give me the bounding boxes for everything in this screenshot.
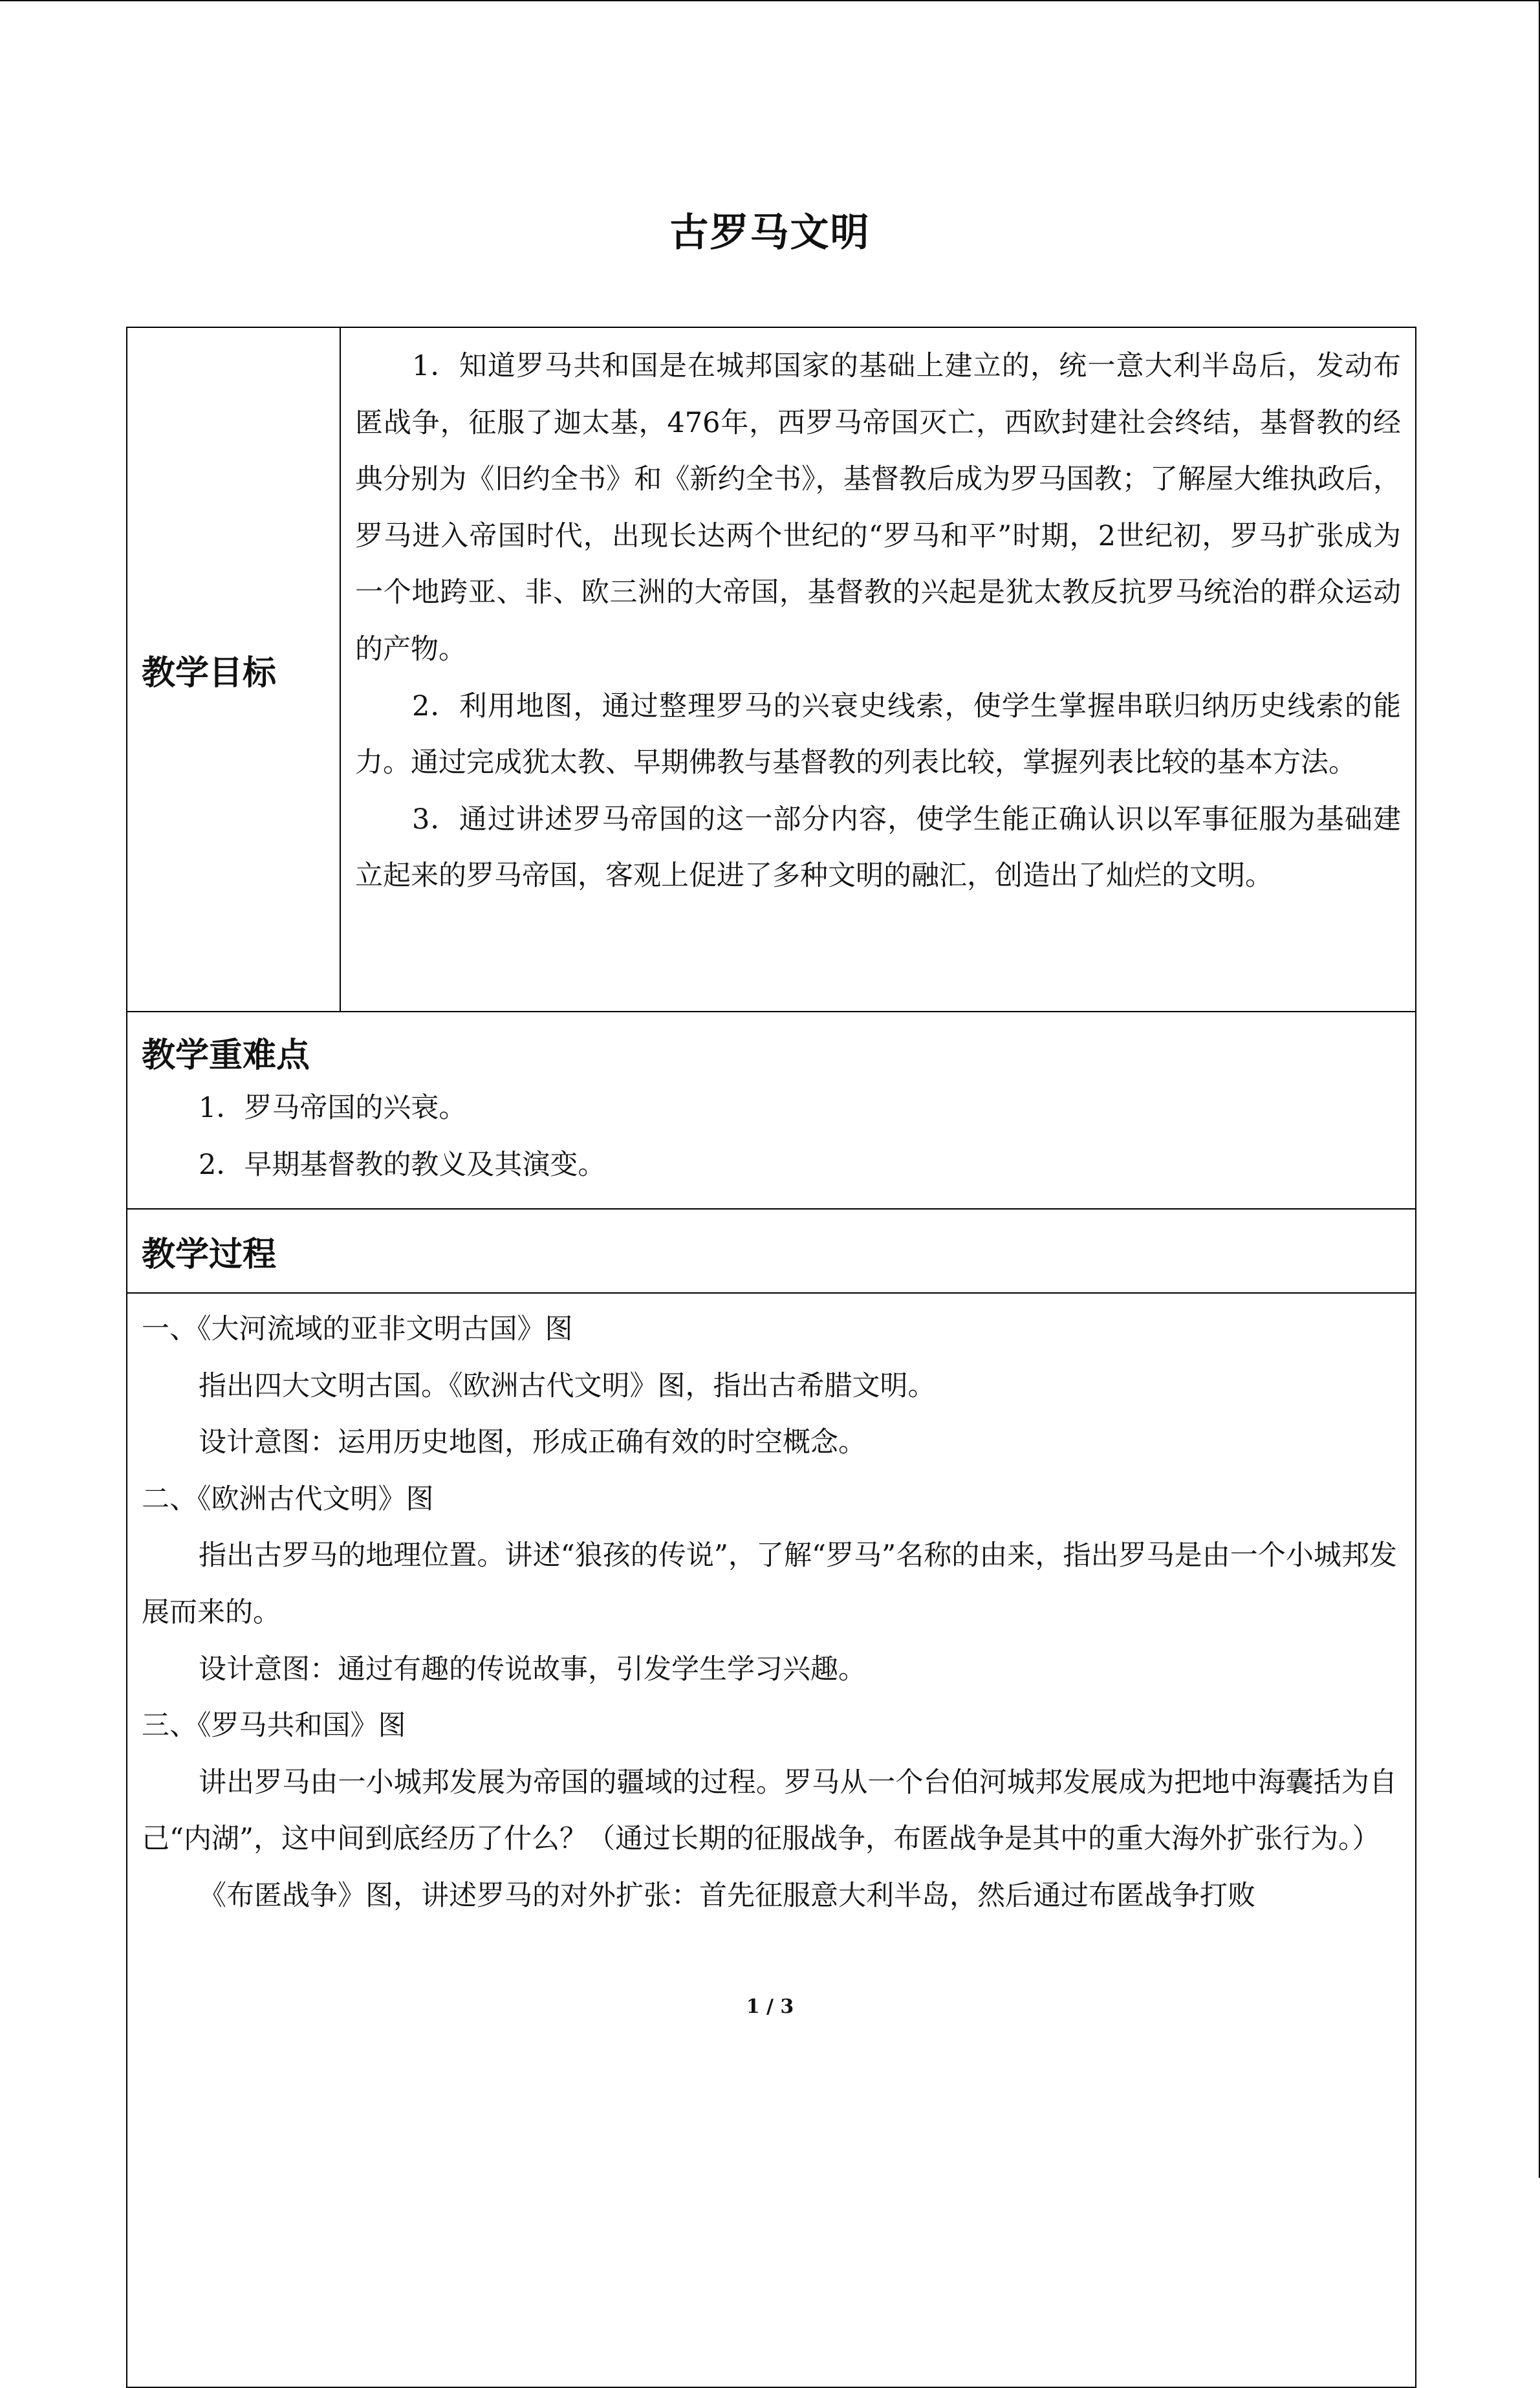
key-point-item: 1．罗马帝国的兴衰。: [199, 1092, 467, 1124]
objectives-label: 教学目标: [142, 653, 277, 693]
key-points-list: [142, 1080, 1415, 1193]
objective-paragraph: 3．通过讲述罗马帝国的这一部分内容，使学生能正确认识以军事征服为基础建立起来的罗马帝国，客观上促进了多种文明的融汇，创造出了灿烂的文明。: [355, 803, 1401, 893]
objective-paragraph: 2．利用地图，通过整理罗马的兴衰史线索，使学生掌握串联归纳历史线索的能力。通过完成犹太教、早期佛教与基督教的列表比较，掌握列表比较的基本方法。: [355, 689, 1401, 779]
process-header-row: [127, 1209, 1416, 1293]
document-title: 古罗马文明: [669, 210, 871, 255]
process-line: 讲出罗马由一小城邦发展为帝国的疆域的过程。罗马从一个台伯河城邦发展成为把地中海囊括为自己“内湖”，这中间到底经历了什么？（通过长期的征服战争，布匿战争是其中的重大海外扩张行为。）: [142, 1766, 1397, 1856]
process-line: 设计意图：通过有趣的传说故事，引发学生学习兴趣。: [199, 1653, 866, 1686]
process-label: 教学过程: [142, 1235, 277, 1274]
process-content-row: [127, 1293, 1416, 2387]
objectives-row: [127, 327, 1416, 1012]
lesson-plan-table: [126, 327, 1416, 2388]
process-line: 指出古罗马的地理位置。讲述“狼孩的传说”，了解“罗马”名称的由来，指出罗马是由一个小城邦发展而来的。: [142, 1539, 1397, 1629]
objectives-label-cell: [127, 327, 340, 1012]
process-header-cell: [127, 1209, 1416, 1293]
page-number: 1 / 3: [746, 1995, 794, 2018]
process-section-heading: 三、《罗马共和国》图: [142, 1710, 406, 1742]
process-line: 《布匿战争》图，讲述罗马的对外扩张：首先征服意大利半岛，然后通过布匿战争打败: [199, 1879, 1255, 1912]
process-content-cell: [127, 1293, 1416, 2387]
process-section-heading: 二、《欧洲古代文明》图: [142, 1482, 434, 1515]
objectives-content-cell: [340, 327, 1416, 1012]
objective-paragraph: 1．知道罗马共和国是在城邦国家的基础上建立的，统一意大利半岛后，发动布匿战争，征服了迦太基，476年，西罗马帝国灭亡，西欧封建社会终结，基督教的经典分别为《旧约全书》和《新约全书》，基督教后成为罗马国教；了解屋大维执政后，罗马进入帝国时代，出现长达两个世纪的“罗马和平”时期，2世纪初，罗马扩张成为一个地跨亚、非、欧三洲的大帝国，基督教的兴起是犹太教反抗罗马统治的群众运动的产物。: [355, 350, 1401, 666]
key-point-item: 2．早期基督教的教义及其演变。: [199, 1148, 606, 1181]
key-points-row: [127, 1012, 1416, 1209]
key-points-label: 教学重难点: [142, 1036, 310, 1075]
process-line: 设计意图：运用历史地图，形成正确有效的时空概念。: [199, 1426, 866, 1459]
process-line: 指出四大文明古国。《欧洲古代文明》图，指出古希腊文明。: [199, 1369, 936, 1402]
process-section-heading: 一、《大河流域的亚非文明古国》图: [142, 1313, 573, 1345]
key-points-cell: [127, 1012, 1416, 1209]
page-top-border: [0, 0, 1540, 1]
